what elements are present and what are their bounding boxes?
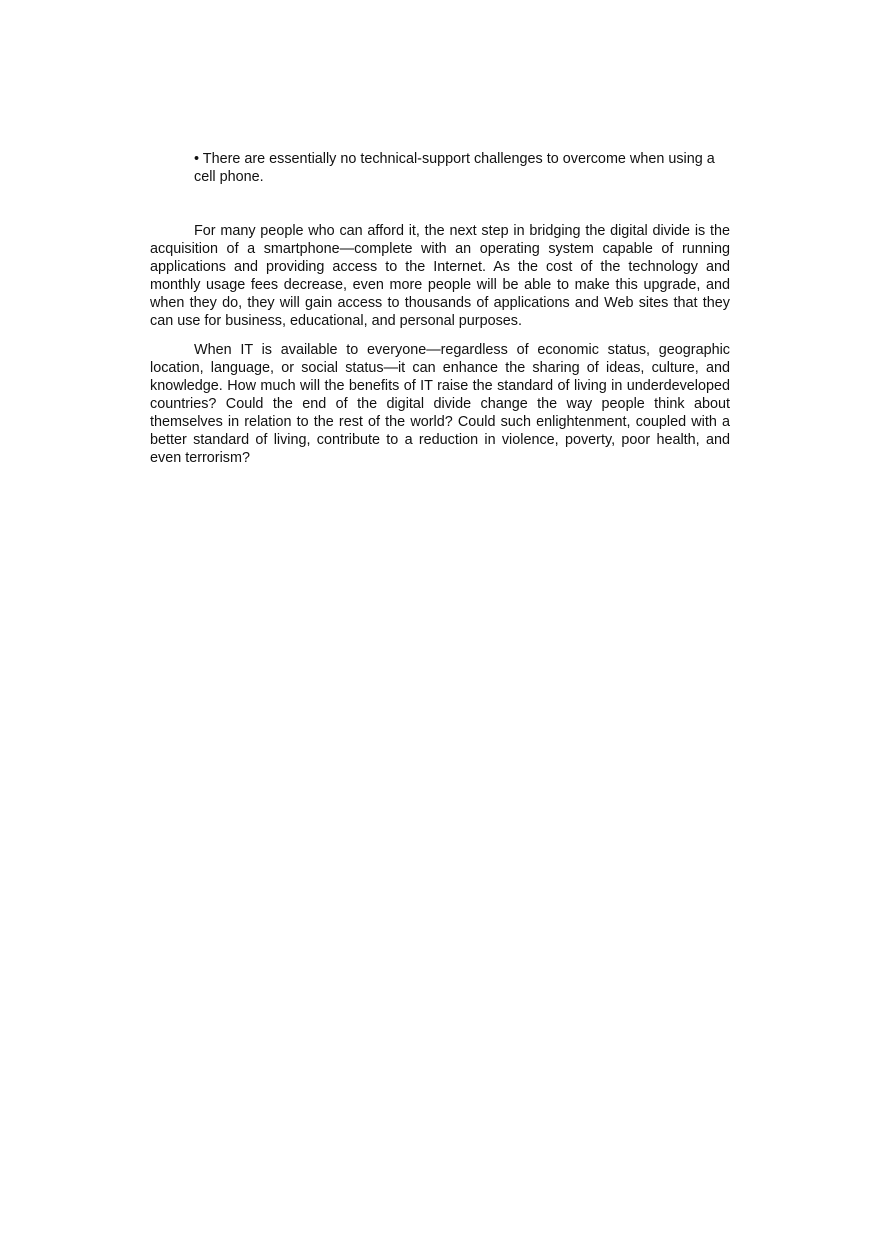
bullet-item: • There are essentially no technical-support challenges to overcome when using a cell phone. <box>194 151 715 185</box>
body-paragraph: When IT is available to everyone—regardless of economic status, geographic location, language, or social status—it can enhance the sharing of ideas, culture, and knowledge. How much will the benefits of IT raise the standard of living in underdeveloped countries? Could the end of the digital divide change the way people think about themselves in relation to the rest of the world? Could such enlightenment, coupled with a better standard of living, contribute to a reduction in violence, poverty, poor health, and even terrorism? <box>150 342 730 466</box>
body-paragraph: For many people who can afford it, the next step in bridging the digital divide is the acquisition of a smartphone—complete with an operating system capable of running applications and providing access to the Internet. As the cost of the technology and monthly usage fees decrease, even more people will be able to make this upgrade, and when they do, they will gain access to thousands of applications and Web sites that they can use for business, educational, and personal purposes. <box>150 223 730 329</box>
